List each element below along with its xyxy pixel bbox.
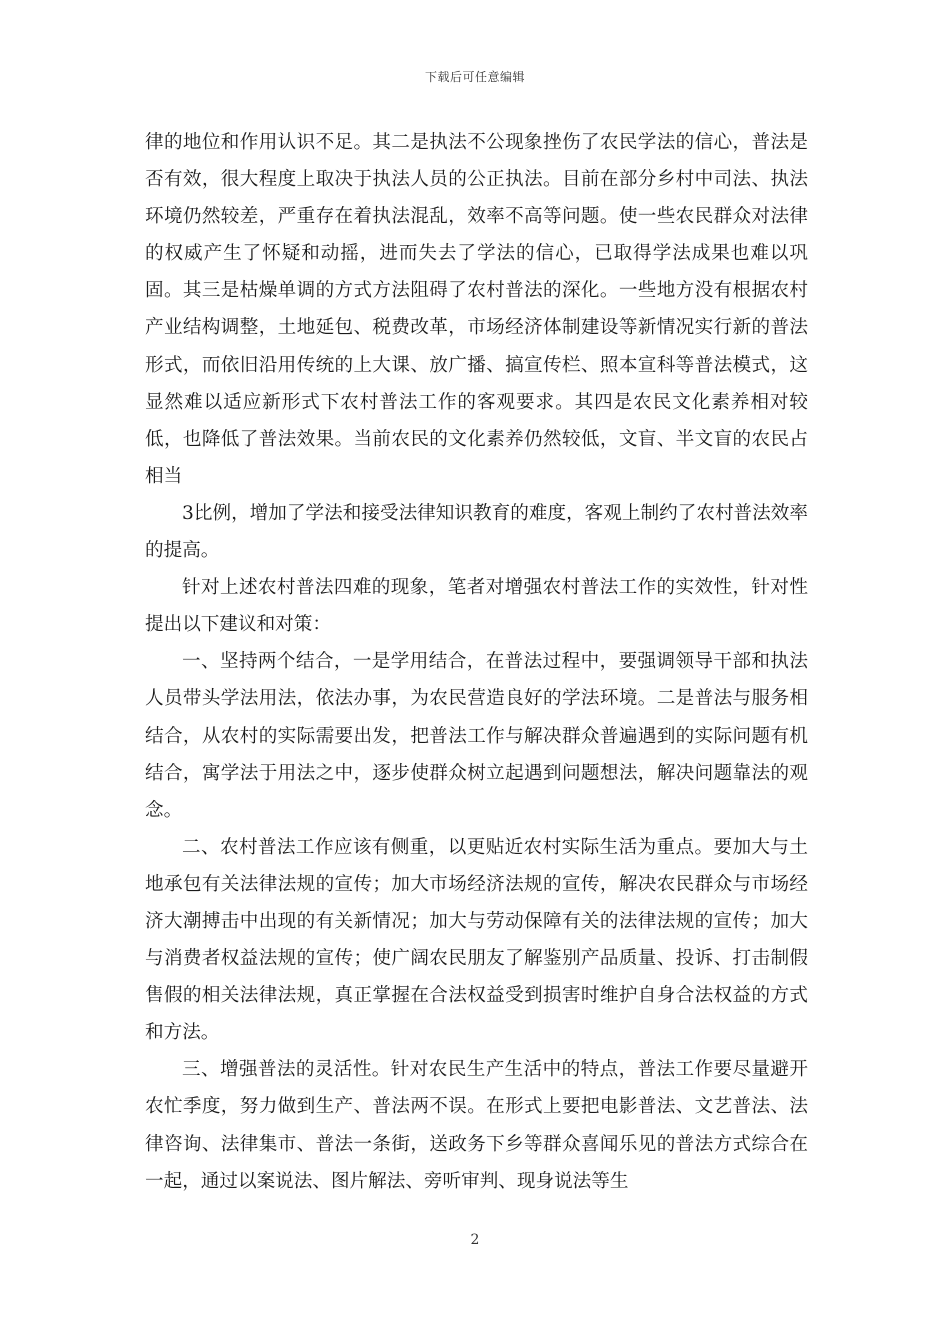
page-header: 下载后可任意编辑 <box>424 70 525 84</box>
paragraph-point-one: 一、坚持两个结合，一是学用结合，在普法过程中，要强调领导干部和执法人员带头学法用法，依法办事，为农民营造良好的学法环境。二是普法与服务相结合，从农村的实际需要出发，把普法工作与解决群众普遍遇到的实际问题有机结合，寓学法于用法之中，逐步使群众树立起遇到问题想法，解决问题靠法的观念。 <box>145 651 808 821</box>
paragraph-continued: 律的地位和作用认识不足。其二是执法不公现象挫伤了农民学法的信心，普法是否有效，很大程度上取决于执法人员的公正执法。目前在部分乡村中司法、执法环境仍然较差，严重存在着执法混乱，效率不高等问题。使一些农民群众对法律的权威产生了怀疑和动摇，进而失去了学法的信心，已取得学法成果也难以巩固。其三是枯燥单调的方式方法阻碍了农村普法的深化。一些地方没有根据农村产业结构调整，土地延包、税费改革，市场经济体制建设等新情况实行新的普法形式，而依旧沿用传统的上大课、放广播、搞宣传栏、照本宣科等普法模式，这显然难以适应新形式下农村普法工作的客观要求。其四是农民文化素养相对较低，也降低了普法效果。当前农民的文化素养仍然较低，文盲、半文盲的农民占相当 <box>145 132 808 487</box>
paragraph: 3比例，增加了学法和接受法律知识教育的难度，客观上制约了农村普法效率的提高。 <box>145 502 808 562</box>
paragraph-point-two: 二、农村普法工作应该有侧重，以更贴近农村实际生活为重点。要加大与土地承包有关法律法规的宣传；加大市场经济法规的宣传，解决农民群众与市场经济大潮搏击中出现的有关新情况；加大与劳动保障有关的法律法规的宣传；加大与消费者权益法规的宣传；使广阔农民朋友了解鉴别产品质量、投诉、打击制假售假的相关法律法规，真正掌握在合法权益受到损害时维护自身合法权益的方式和方法。 <box>145 836 808 1044</box>
paragraph: 针对上述农村普法四难的现象，笔者对增强农村普法工作的实效性，针对性提出以下建议和对策： <box>145 577 808 636</box>
document-body <box>145 124 808 1200</box>
paragraph-point-three: 三、增强普法的灵活性。针对农民生产生活中的特点，普法工作要尽量避开农忙季度，努力做到生产、普法两不误。在形式上要把电影普法、文艺普法、法律咨询、法律集市、普法一条街，送政务下乡等群众喜闻乐见的普法方式综合在一起，通过以案说法、图片解法、旁听审判、现身说法等生 <box>145 1059 808 1192</box>
page-number: 2 <box>470 1232 480 1248</box>
